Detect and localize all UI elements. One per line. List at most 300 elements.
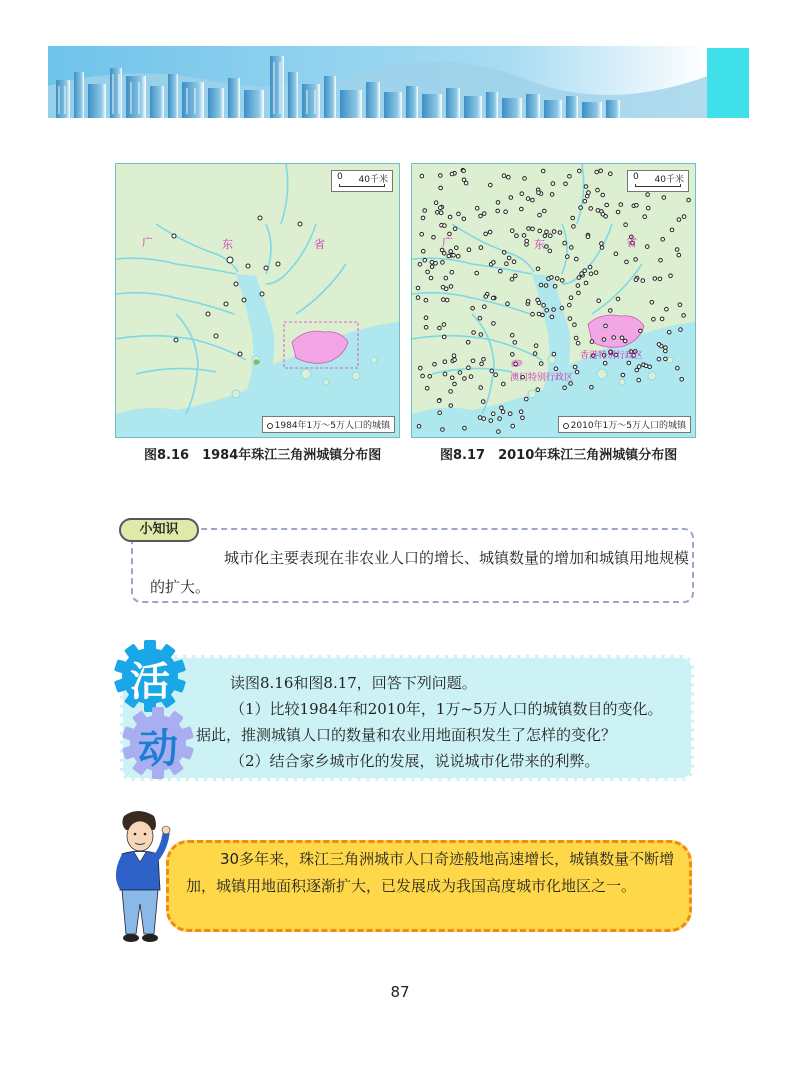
town-dot [418, 263, 422, 267]
tip-text: 城市化主要表现在非农业人口的增长、城镇数量的增加和城镇用地规模的扩大。 [150, 549, 690, 596]
town-dot [679, 328, 683, 332]
town-dot [449, 285, 453, 289]
town-dot [531, 312, 535, 316]
town-dot [520, 192, 524, 196]
town-dot [496, 201, 500, 205]
town-dot [498, 417, 502, 421]
town-dot [525, 239, 529, 243]
town-dot [442, 298, 446, 302]
town-dot [494, 373, 498, 377]
header-banner [48, 46, 750, 118]
town-dot [576, 284, 580, 288]
town-dot [595, 170, 599, 174]
town-dot [449, 250, 453, 254]
province-char: 省 [626, 236, 637, 249]
town-symbol-icon [267, 423, 273, 429]
town-dot [568, 303, 572, 307]
town-dot [442, 252, 446, 256]
town-dot [563, 386, 567, 390]
town-dot [443, 360, 447, 364]
map-2010-drawing [412, 164, 696, 438]
town-dot [541, 169, 545, 173]
map-2010 [411, 163, 696, 438]
header-color-tab [707, 48, 749, 118]
town-dot [590, 386, 594, 390]
town-dot [491, 412, 495, 416]
town-dot [614, 252, 618, 256]
town-dot [657, 357, 661, 361]
town-dot [609, 309, 613, 313]
legend-text: 2010年1万～5万人口的城镇 [570, 421, 686, 431]
town-dot [563, 241, 567, 245]
town-dot [643, 215, 647, 219]
town-dot [657, 343, 661, 347]
town-dot [545, 230, 549, 234]
scale-zero: 0 [337, 172, 343, 182]
town-dot [434, 261, 438, 265]
town-dot [552, 352, 556, 356]
town-dot [438, 411, 442, 415]
town-dot [424, 316, 428, 320]
town-dot [637, 365, 641, 369]
town-dot [627, 361, 631, 365]
town-dot [450, 376, 454, 380]
town-dot [421, 216, 425, 220]
town-dot [575, 257, 579, 261]
town-dot [491, 296, 495, 300]
town-dot [501, 410, 505, 414]
teacher-figure-image [104, 808, 174, 948]
town-dot [583, 269, 587, 273]
town-dot [539, 283, 543, 287]
town-dot [574, 336, 578, 340]
town-dot [462, 169, 466, 173]
town-dot [677, 218, 681, 222]
town-dot [604, 324, 608, 328]
town-dot [489, 183, 493, 187]
town-dot [661, 238, 665, 242]
town-dot [580, 272, 584, 276]
town-dot [453, 382, 457, 386]
town-dot [539, 362, 543, 366]
town-dot [590, 340, 594, 344]
town-dot [420, 174, 424, 178]
town-dot [596, 209, 600, 213]
province-char: 广 [142, 236, 153, 249]
town-dot [466, 341, 470, 345]
figure-caption-8-16: 图8.16 1984年珠江三角洲城镇分布图 [144, 448, 382, 463]
town-dot [521, 416, 525, 420]
town-dot [471, 307, 475, 311]
town-dot [577, 276, 581, 280]
town-dot [650, 301, 654, 305]
town-dot [616, 210, 620, 214]
town-dot [558, 231, 562, 235]
town-dot [447, 254, 451, 258]
town-dot [551, 182, 555, 186]
town-dot [506, 302, 510, 306]
town-dot [534, 344, 538, 348]
town-dot [423, 258, 427, 262]
town-dot [441, 261, 445, 265]
activity-question-1: （1）比较1984年和2010年，1万~5万人口的城镇数目的变化。 [230, 700, 663, 718]
town-dot [433, 363, 437, 367]
town-dot [478, 316, 482, 320]
town-dot [527, 227, 531, 231]
town-dot [572, 225, 576, 229]
town-dot [667, 330, 671, 334]
town-dot [566, 255, 570, 259]
town-dot [599, 169, 603, 173]
town-dot [585, 194, 589, 198]
page-number: 87 [390, 983, 410, 1001]
town-dot [456, 254, 460, 258]
town-dot [488, 230, 492, 234]
town-dot [502, 174, 506, 178]
town-dot [449, 390, 453, 394]
town-dot [519, 410, 523, 414]
town-dot [648, 365, 652, 369]
town-symbol-icon [563, 423, 569, 429]
town-dot [457, 212, 461, 216]
town-dot [482, 212, 486, 216]
town-dot [526, 197, 530, 201]
town-dot [458, 371, 462, 375]
town-dot [442, 335, 446, 339]
town-dot [480, 362, 484, 366]
town-dot [644, 364, 648, 368]
town-dot [455, 246, 459, 250]
town-dot [479, 386, 483, 390]
town-dot [479, 214, 483, 218]
town-dot [478, 416, 482, 420]
town-dot [499, 269, 503, 273]
city-skyline-image [48, 46, 708, 118]
town-dot [602, 338, 606, 342]
town-dot [421, 374, 425, 378]
hong-kong-label: 香港特别行政区 [580, 351, 644, 361]
town-dot [573, 365, 577, 369]
town-dot [449, 404, 453, 408]
town-dot [469, 375, 473, 379]
town-dot [434, 201, 438, 205]
town-dot [577, 291, 581, 295]
town-dot [510, 229, 514, 233]
town-dot [624, 223, 628, 227]
town-dot [652, 317, 656, 321]
town-dot [600, 246, 604, 250]
town-dot [646, 206, 650, 210]
town-dot [603, 361, 607, 365]
town-dot [419, 366, 423, 370]
town-dot [484, 295, 488, 299]
town-dot [509, 196, 513, 200]
town-dot [462, 178, 466, 182]
town-dot [525, 397, 529, 401]
province-char: 省 [314, 238, 325, 251]
town-dot [514, 362, 518, 366]
town-dot [589, 272, 593, 276]
town-dot [676, 366, 680, 370]
tip-label: 小知识 [119, 518, 199, 542]
town-dot [426, 270, 430, 274]
town-dot [497, 430, 501, 434]
town-dot [570, 246, 574, 250]
map-1984-drawing [116, 164, 400, 438]
scale-bar [331, 170, 393, 192]
town-dot [646, 193, 650, 197]
macau-label: 澳门特别行政区 [510, 373, 574, 383]
town-dot [573, 323, 577, 327]
town-dot [576, 341, 580, 345]
town-dot [583, 199, 587, 203]
town-dot [560, 306, 564, 310]
town-dot [568, 317, 572, 321]
town-dot [513, 341, 517, 345]
town-dot [665, 307, 669, 311]
town-dot [420, 233, 424, 237]
town-dot [575, 370, 579, 374]
town-dot [510, 278, 514, 282]
town-dot [616, 297, 620, 301]
town-dot [436, 211, 440, 215]
activity-char-dong: 动 [138, 726, 178, 772]
town-dot [484, 232, 488, 236]
town-dot [463, 377, 467, 381]
town-dot [553, 285, 557, 289]
town-dot [653, 277, 657, 281]
town-dot [422, 249, 426, 253]
town-dot [439, 211, 443, 215]
town-dot [687, 198, 691, 202]
town-dot [542, 304, 546, 308]
town-dot [660, 317, 664, 321]
town-dot [680, 378, 684, 382]
town-dot [452, 354, 456, 358]
town-dot [475, 271, 479, 275]
town-dot [444, 276, 448, 280]
town-dot [520, 207, 524, 211]
town-dot [500, 406, 504, 410]
town-dot [507, 256, 511, 260]
town-dot [428, 375, 432, 379]
town-dot [543, 209, 547, 213]
town-dot [483, 305, 487, 309]
town-dot [502, 382, 506, 386]
town-dot [634, 258, 638, 262]
figure-caption-8-17: 图8.17 2010年珠江三角洲城镇分布图 [440, 448, 678, 463]
town-dot [445, 298, 449, 302]
town-dot [664, 349, 668, 353]
town-dot [545, 245, 549, 249]
town-dot [635, 203, 639, 207]
town-dot [423, 209, 427, 213]
town-dot [596, 188, 600, 192]
town-dot [450, 172, 454, 176]
town-dot [510, 333, 514, 337]
town-dot [678, 303, 682, 307]
activity-char-huo: 活 [130, 659, 170, 705]
town-dot [536, 298, 540, 302]
town-dot [550, 276, 554, 280]
town-dot [523, 177, 527, 181]
town-dot [443, 224, 447, 228]
town-dot [505, 262, 509, 266]
town-dot [620, 336, 624, 340]
town-dot [467, 366, 471, 370]
town-dot [472, 331, 476, 335]
scale-zero: 0 [633, 172, 639, 182]
scale-distance: 40千米 [358, 175, 388, 185]
town-dot [609, 172, 613, 176]
map-1984 [115, 163, 400, 438]
town-dot [550, 315, 554, 319]
town-dot [515, 234, 519, 238]
town-dot [490, 369, 494, 373]
town-dot [597, 299, 601, 303]
town-dot [432, 236, 436, 240]
town-dot [594, 271, 598, 275]
town-dot [675, 248, 679, 252]
town-dot [439, 206, 443, 210]
town-dot [658, 277, 662, 281]
town-dot [475, 206, 479, 210]
town-dot [514, 274, 518, 278]
province-char: 东 [534, 238, 545, 251]
town-dot [578, 169, 582, 173]
legend-text: 1984年1万～5万人口的城镇 [274, 421, 390, 431]
town-dot [601, 193, 605, 197]
town-dot [479, 246, 483, 250]
town-dot [492, 322, 496, 326]
town-dot [548, 249, 552, 253]
town-dot [545, 309, 549, 313]
town-dot [507, 175, 511, 179]
town-dot [634, 278, 638, 282]
town-dot [453, 358, 457, 362]
province-char: 东 [222, 238, 233, 251]
town-dot [645, 245, 649, 249]
activity-question-1-cont: 据此，推测城镇人口的数量和农业用地面积发生了怎样的变化？ [196, 726, 617, 744]
map-legend [558, 416, 691, 433]
town-dot [579, 206, 583, 210]
town-dot [536, 267, 540, 271]
town-dot [621, 373, 625, 377]
map-legend [262, 416, 395, 433]
town-dot [471, 359, 475, 363]
scale-distance: 40千米 [654, 175, 684, 185]
town-dot [439, 186, 443, 190]
town-dot [635, 368, 639, 372]
town-dot [522, 234, 526, 238]
town-dot [584, 281, 588, 285]
town-dot [537, 312, 541, 316]
town-dot [430, 265, 434, 269]
town-dot [538, 213, 542, 217]
town-dot [489, 419, 493, 423]
town-dot [438, 326, 442, 330]
town-dot [448, 215, 452, 219]
town-dot [526, 300, 530, 304]
town-dot [682, 314, 686, 318]
town-dot [437, 399, 441, 403]
town-dot [452, 253, 456, 257]
town-dot [441, 285, 445, 289]
town-dot [481, 400, 485, 404]
town-dot [508, 412, 512, 416]
scale-bar [627, 170, 689, 192]
town-dot [552, 230, 556, 234]
town-dot [463, 426, 467, 430]
town-dot [544, 284, 548, 288]
town-dot [605, 203, 609, 207]
town-dot [531, 227, 535, 231]
town-dot [682, 215, 686, 219]
town-dot [511, 424, 515, 428]
town-dot [677, 253, 681, 257]
town-dot [467, 248, 471, 252]
town-dot [552, 308, 556, 312]
town-dot [511, 353, 515, 357]
activity-question-2: （2）结合家乡城市化的发展，说说城市化带来的利弊。 [230, 752, 600, 770]
town-dot [531, 198, 535, 202]
town-dot [569, 296, 573, 300]
town-dot [482, 358, 486, 362]
town-dot [568, 175, 572, 179]
town-dot [502, 251, 506, 255]
town-dot [588, 265, 592, 269]
town-dot [430, 260, 434, 264]
town-dot [604, 215, 608, 219]
town-dot [429, 276, 433, 280]
town-dot [625, 260, 629, 264]
town-dot [425, 386, 429, 390]
town-dot [533, 352, 537, 356]
town-dot [496, 209, 500, 213]
town-dot [670, 228, 674, 232]
town-dot [549, 234, 553, 238]
town-dot [669, 274, 673, 278]
town-dot [450, 270, 454, 274]
town-dot [538, 229, 542, 233]
town-dot [512, 260, 516, 264]
town-dot [664, 357, 668, 361]
town-dot [462, 217, 466, 221]
town-dot [600, 242, 604, 246]
town-dot [417, 425, 421, 429]
town-dot [564, 182, 568, 186]
town-dot [439, 174, 443, 178]
town-dot [659, 259, 663, 263]
town-dot [492, 261, 496, 265]
town-dot [453, 227, 457, 231]
town-dot [424, 298, 428, 302]
town-dot [416, 296, 420, 300]
province-char: 广 [442, 236, 453, 249]
summary-text: 30多年来，珠江三角洲城市人口奇迹般地高速增长，城镇数量不断增加，城镇用地面积逐渐扩大，已发展成为我国高度城市化地区之一。 [186, 850, 675, 895]
town-dot [560, 279, 564, 283]
town-dot [662, 196, 666, 200]
town-dot [550, 193, 554, 197]
town-dot [586, 235, 590, 239]
town-dot [443, 372, 447, 376]
town-dot [589, 207, 593, 211]
town-dot [612, 336, 616, 340]
town-dot [619, 203, 623, 207]
town-dot [479, 333, 483, 337]
town-dot [442, 323, 446, 327]
town-dot [623, 339, 627, 343]
